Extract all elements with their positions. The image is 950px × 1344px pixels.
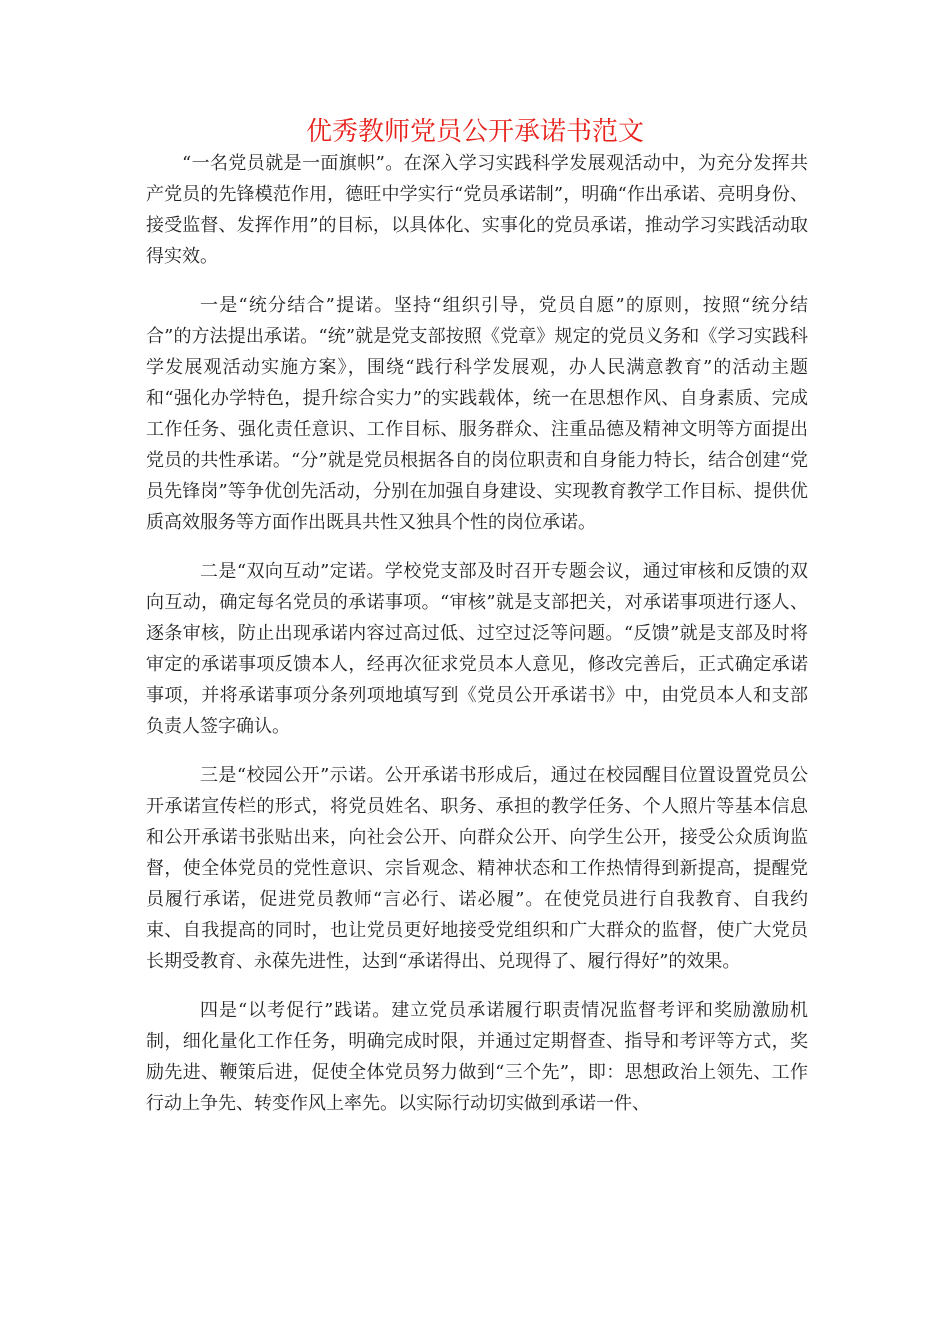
paragraph-point-two: 二是“双向互动”定诺。学校党支部及时召开专题会议，通过审核和反馈的双向互动，确定每名党员的承诺事项。“审核”就是支部把关，对承诺事项进行逐人、逐条审核，防止出现承诺内容过高过低、过空过泛等问题。“反馈”就是支部及时将审定的承诺事项反馈本人，经再次征求党员本人意见，修改完善后，正式确定承诺事项，并将承诺事项分条列项地填写到《党员公开承诺书》中，由党员本人和支部负责人签字确认。 xyxy=(146,561,808,737)
paragraph-intro: “一名党员就是一面旗帜”。在深入学习实践科学发展观活动中，为充分发挥共产党员的先锋模范作用，德旺中学实行“党员承诺制”，明确“作出承诺、亮明身份、接受监督、发挥作用”的目标，以具体化、实事化的党员承诺，推动学习实践活动取得实效。 xyxy=(146,153,808,267)
document-title: 优秀教师党员公开承诺书范文 xyxy=(305,117,644,147)
paragraph-point-four: 四是“以考促行”践诺。建立党员承诺履行职责情况监督考评和奖励激励机制，细化量化工作任务，明确完成时限，并通过定期督查、指导和考评等方式，奖励先进、鞭策后进，促使全体党员努力做到“三个先”，即：思想政治上领先、工作行动上争先、转变作风上率先。以实际行动切实做到承诺一件、 xyxy=(146,1000,808,1114)
document-body xyxy=(146,148,808,1119)
paragraph-point-three: 三是“校园公开”示诺。公开承诺书形成后，通过在校园醒目位置设置党员公开承诺宣传栏的形式，将党员姓名、职务、承担的教学任务、个人照片等基本信息和公开承诺书张贴出来，向社会公开、向群众公开、向学生公开，接受公众质询监督，使全体党员的党性意识、宗旨观念、精神状态和工作热情得到新提高，提醒党员履行承诺，促进党员教师“言必行、诺必履”。在使党员进行自我教育、自我约束、自我提高的同时，也让党员更好地接受党组织和广大群众的监督，使广大党员长期受教育、永葆先进性，达到“承诺得出、兑现得了、履行得好”的效果。 xyxy=(146,765,808,972)
paragraph-point-one: 一是“统分结合”提诺。坚持“组织引导，党员自愿”的原则，按照“统分结合”的方法提出承诺。“统”就是党支部按照《党章》规定的党员义务和《学习实践科学发展观活动实施方案》，围绕“践行科学发展观，办人民满意教育”的活动主题和“强化办学特色，提升综合实力”的实践载体，统一在思想作风、自身素质、完成工作任务、强化责任意识、工作目标、服务群众、注重品德及精神文明等方面提出党员的共性承诺。“分”就是党员根据各自的岗位职责和自身能力特长，结合创建“党员先锋岗”等争优创先活动，分别在加强自身建设、实现教育教学工作目标、提供优质高效服务等方面作出既具共性又独具个性的岗位承诺。 xyxy=(146,295,808,533)
